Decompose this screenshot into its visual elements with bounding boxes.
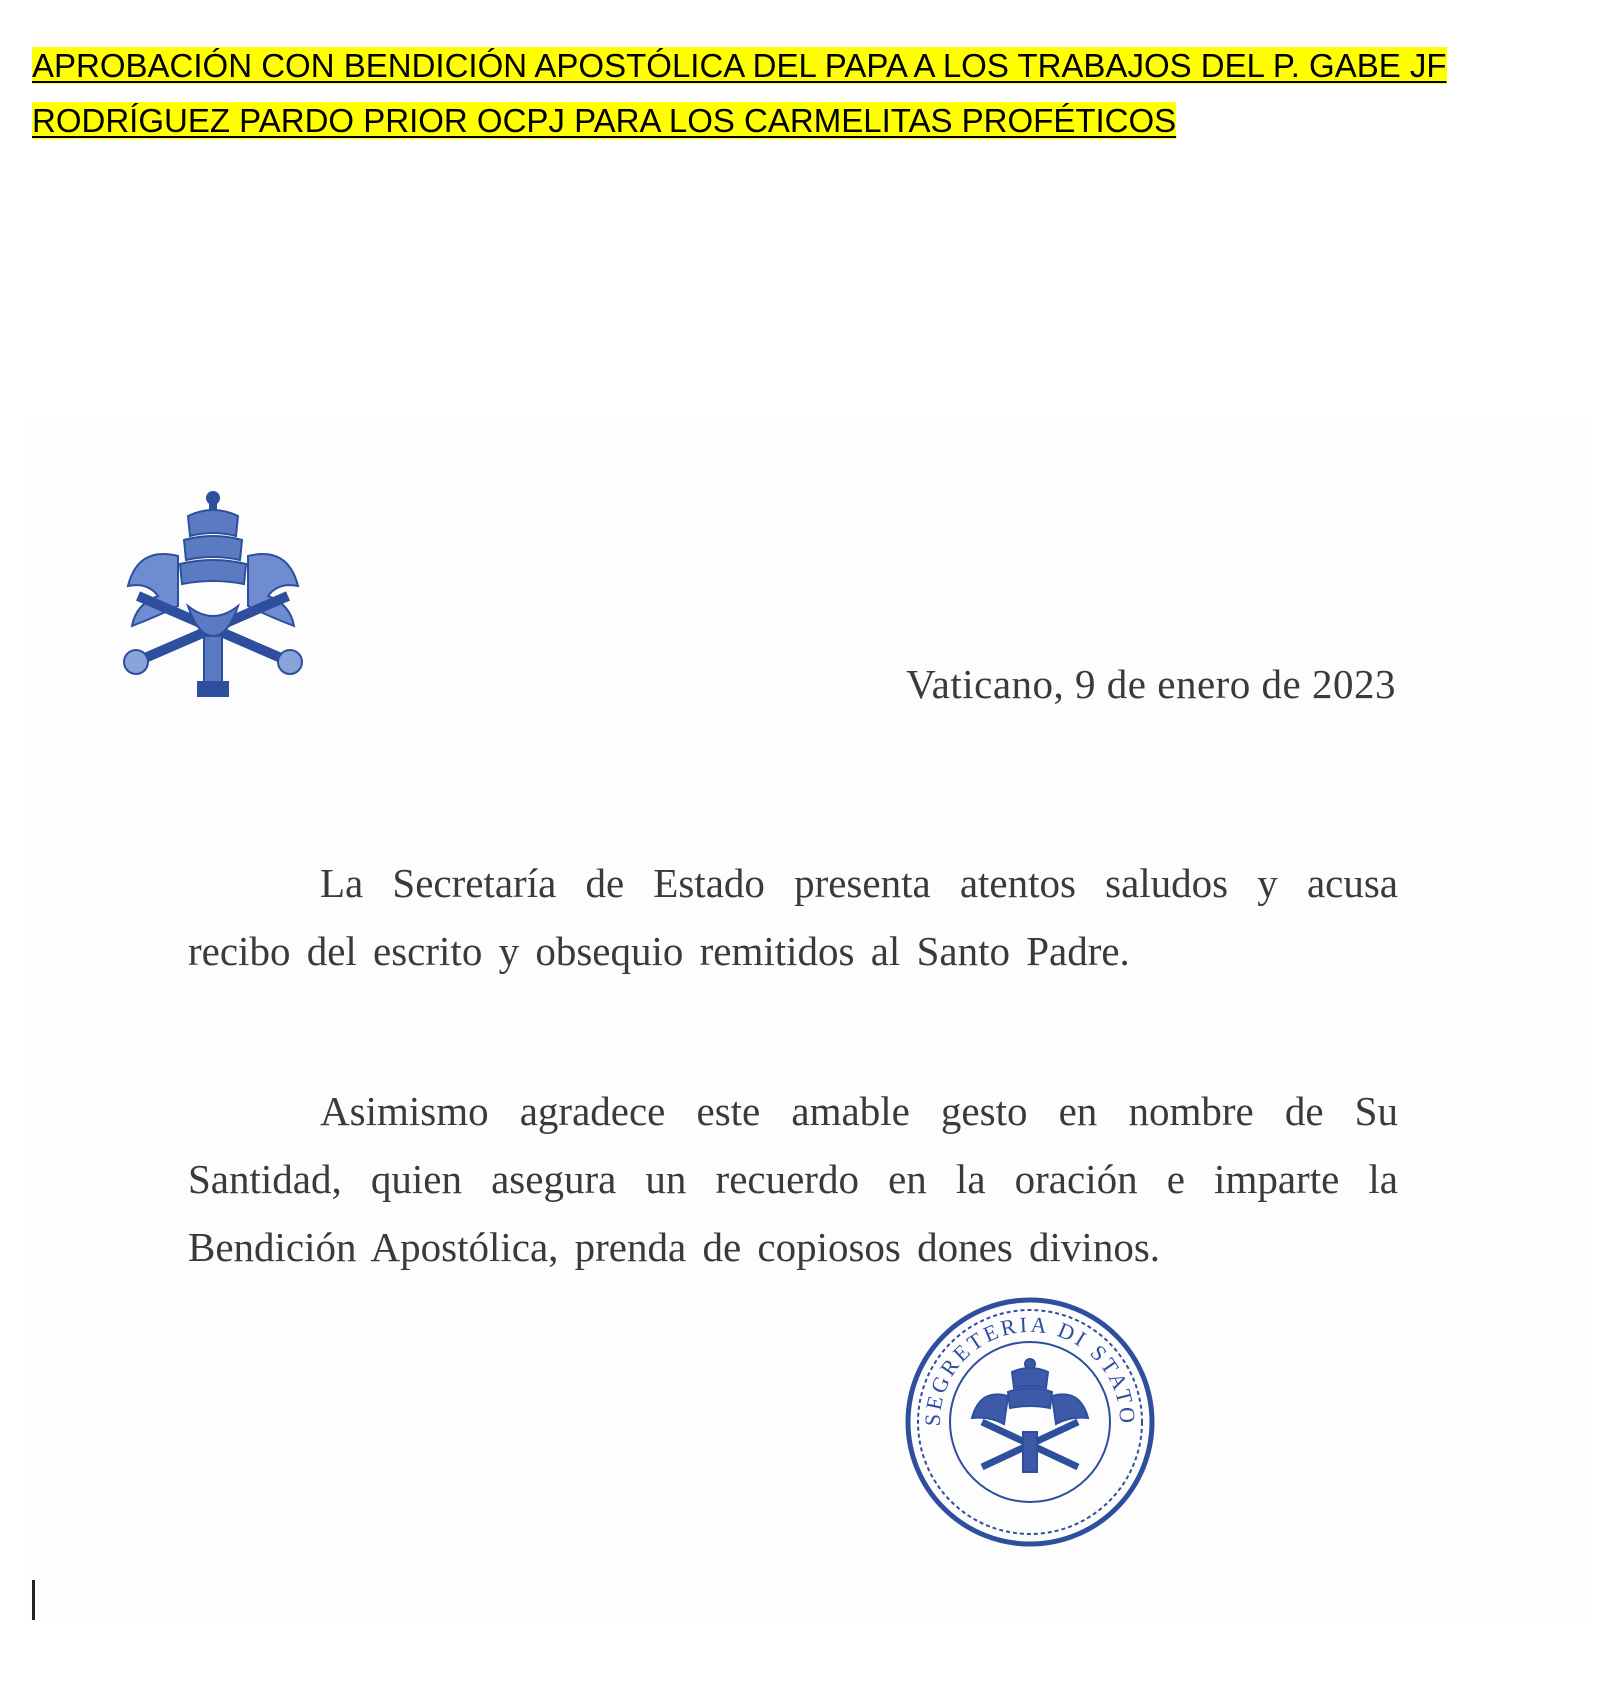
letter-paragraph-1: La Secretaría de Estado presenta atentos saludos y acusa recibo del escrito y obsequio remitidos al Santo Padre. — [188, 860, 1398, 974]
secretariat-of-state-seal-icon — [900, 1292, 1160, 1552]
document-heading — [32, 38, 1532, 148]
papal-coat-of-arms-icon — [118, 486, 308, 706]
letter-paragraph-2: Asimismo agradece este amable gesto en nombre de Su Santidad, quien asegura un recuerdo en la oración e imparte la Bendición Apostólica, prenda de copiosos dones divinos. — [188, 1088, 1398, 1270]
seal-text: SEGRETERIA DI STATO — [919, 1311, 1141, 1427]
letter-date: Vaticano, 9 de enero de 2023 — [906, 661, 1396, 707]
heading-line-1: APROBACIÓN CON BENDICIÓN APOSTÓLICA DEL PAPA A LOS TRABAJOS DEL P. GABE JF — [32, 47, 1447, 84]
scan-edge-mark — [32, 1580, 35, 1620]
heading-line-2: RODRÍGUEZ PARDO PRIOR OCPJ PARA LOS CARMELITAS PROFÉTICOS — [32, 102, 1177, 139]
